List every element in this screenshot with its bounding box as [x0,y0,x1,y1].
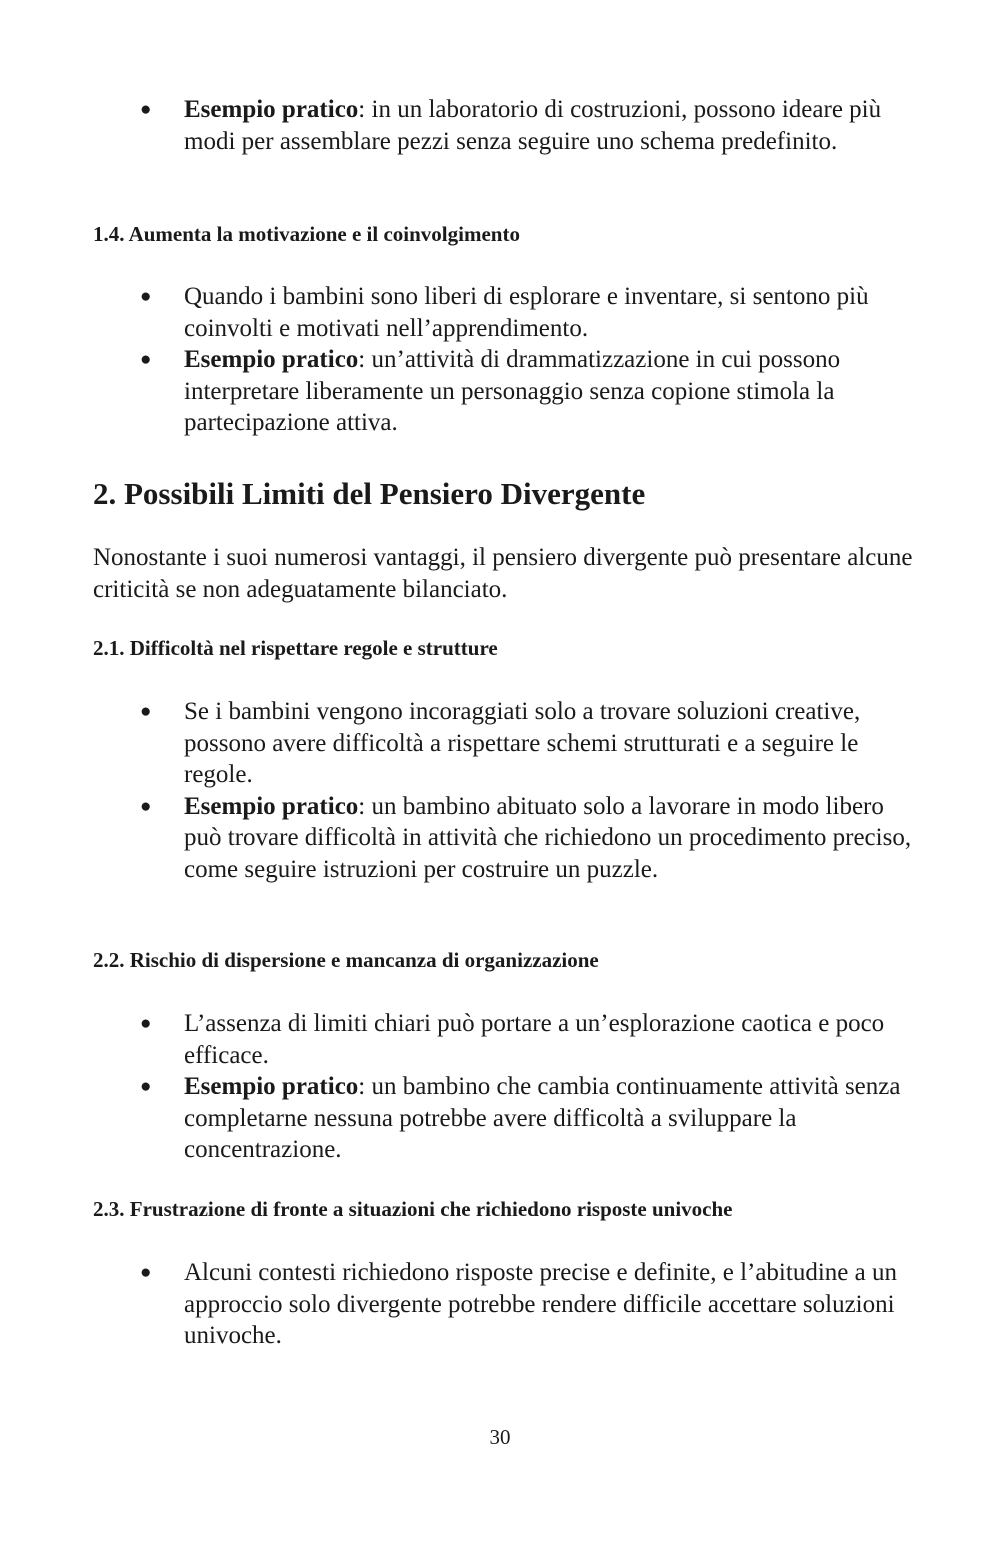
list-item [93,1257,913,1352]
section-heading-2-1: 2.1. Difficoltà nel rispettare regole e strutture [93,636,498,660]
top-bullet-list [93,94,913,157]
list-item-text: : un bambino abituato solo a lavorare in modo libero può trovare difficoltà in attività che richiedono un procedimento preciso, come seguire istruzioni per costruire un puzzle. [184,792,912,883]
bullet-icon: ● [140,99,152,120]
intro-paragraph: Nonostante i suoi numerosi vantaggi, il pensiero divergente può presentare alcune criticità se non adeguatamente bilanciato. [93,544,913,603]
bullet-icon: ● [140,286,152,307]
list-item-strong: Esempio pratico [184,346,359,373]
list-item [93,696,913,791]
list-item-text: : un’attività di drammatizzazione in cui possono interpretare liberamente un personaggio senza copione stimola la partecipazione attiva. [184,346,841,436]
list-item-text: Quando i bambini sono liberi di esplorare e inventare, si sentono più coinvolti e motivati nell’apprendimento. [184,283,869,342]
bullet-list-2-2 [93,1008,913,1166]
bullet-list-2-1 [93,696,913,885]
list-item [93,344,913,439]
list-item [93,94,913,157]
list-item-text: : un bambino che cambia continuamente attività senza completarne nessuna potrebbe avere difficoltà a sviluppare la concentrazione. [184,1073,901,1163]
section-heading-1-4: 1.4. Aumenta la motivazione e il coinvolgimento [93,222,520,246]
bullet-icon: ● [140,349,152,370]
list-item-text: L’assenza di limiti chiari può portare a un’esplorazione caotica e poco efficace. [184,1010,885,1069]
bullet-list-2-3 [93,1257,913,1352]
section-heading-2-2: 2.2. Rischio di dispersione e mancanza di organizzazione [93,948,599,972]
list-item-strong: Esempio pratico [184,792,359,820]
list-item [93,791,913,886]
list-item-strong: Esempio pratico [184,1073,359,1100]
bullet-icon: ● [140,1262,152,1283]
list-item-text: : in un laboratorio di costruzioni, possono ideare più modi per assemblare pezzi senza seguire uno schema predefinito. [184,96,882,155]
section-heading-2: 2. Possibili Limiti del Pensiero Divergente [93,476,646,511]
bullet-icon: ● [140,1076,152,1097]
list-item-text: Se i bambini vengono incoraggiati solo a trovare soluzioni creative, possono avere difficoltà a rispettare schemi strutturati e a seguire le regole. [184,698,861,788]
list-item [93,1071,913,1166]
section-heading-2-3: 2.3. Frustrazione di fronte a situazioni che richiedono risposte univoche [93,1197,733,1221]
list-item [93,281,913,344]
bullet-icon: ● [140,795,152,817]
list-item-strong: Esempio pratico [184,96,359,123]
bullet-list-1-4 [93,281,913,439]
bullet-icon: ● [140,701,152,722]
bullet-icon: ● [140,1013,152,1034]
page-number: 30 [489,1425,511,1449]
list-item [93,1008,913,1071]
list-item-text: Alcuni contesti richiedono risposte precise e definite, e l’abitudine a un approccio solo divergente potrebbe rendere difficile accettare soluzioni univoche. [184,1259,897,1349]
